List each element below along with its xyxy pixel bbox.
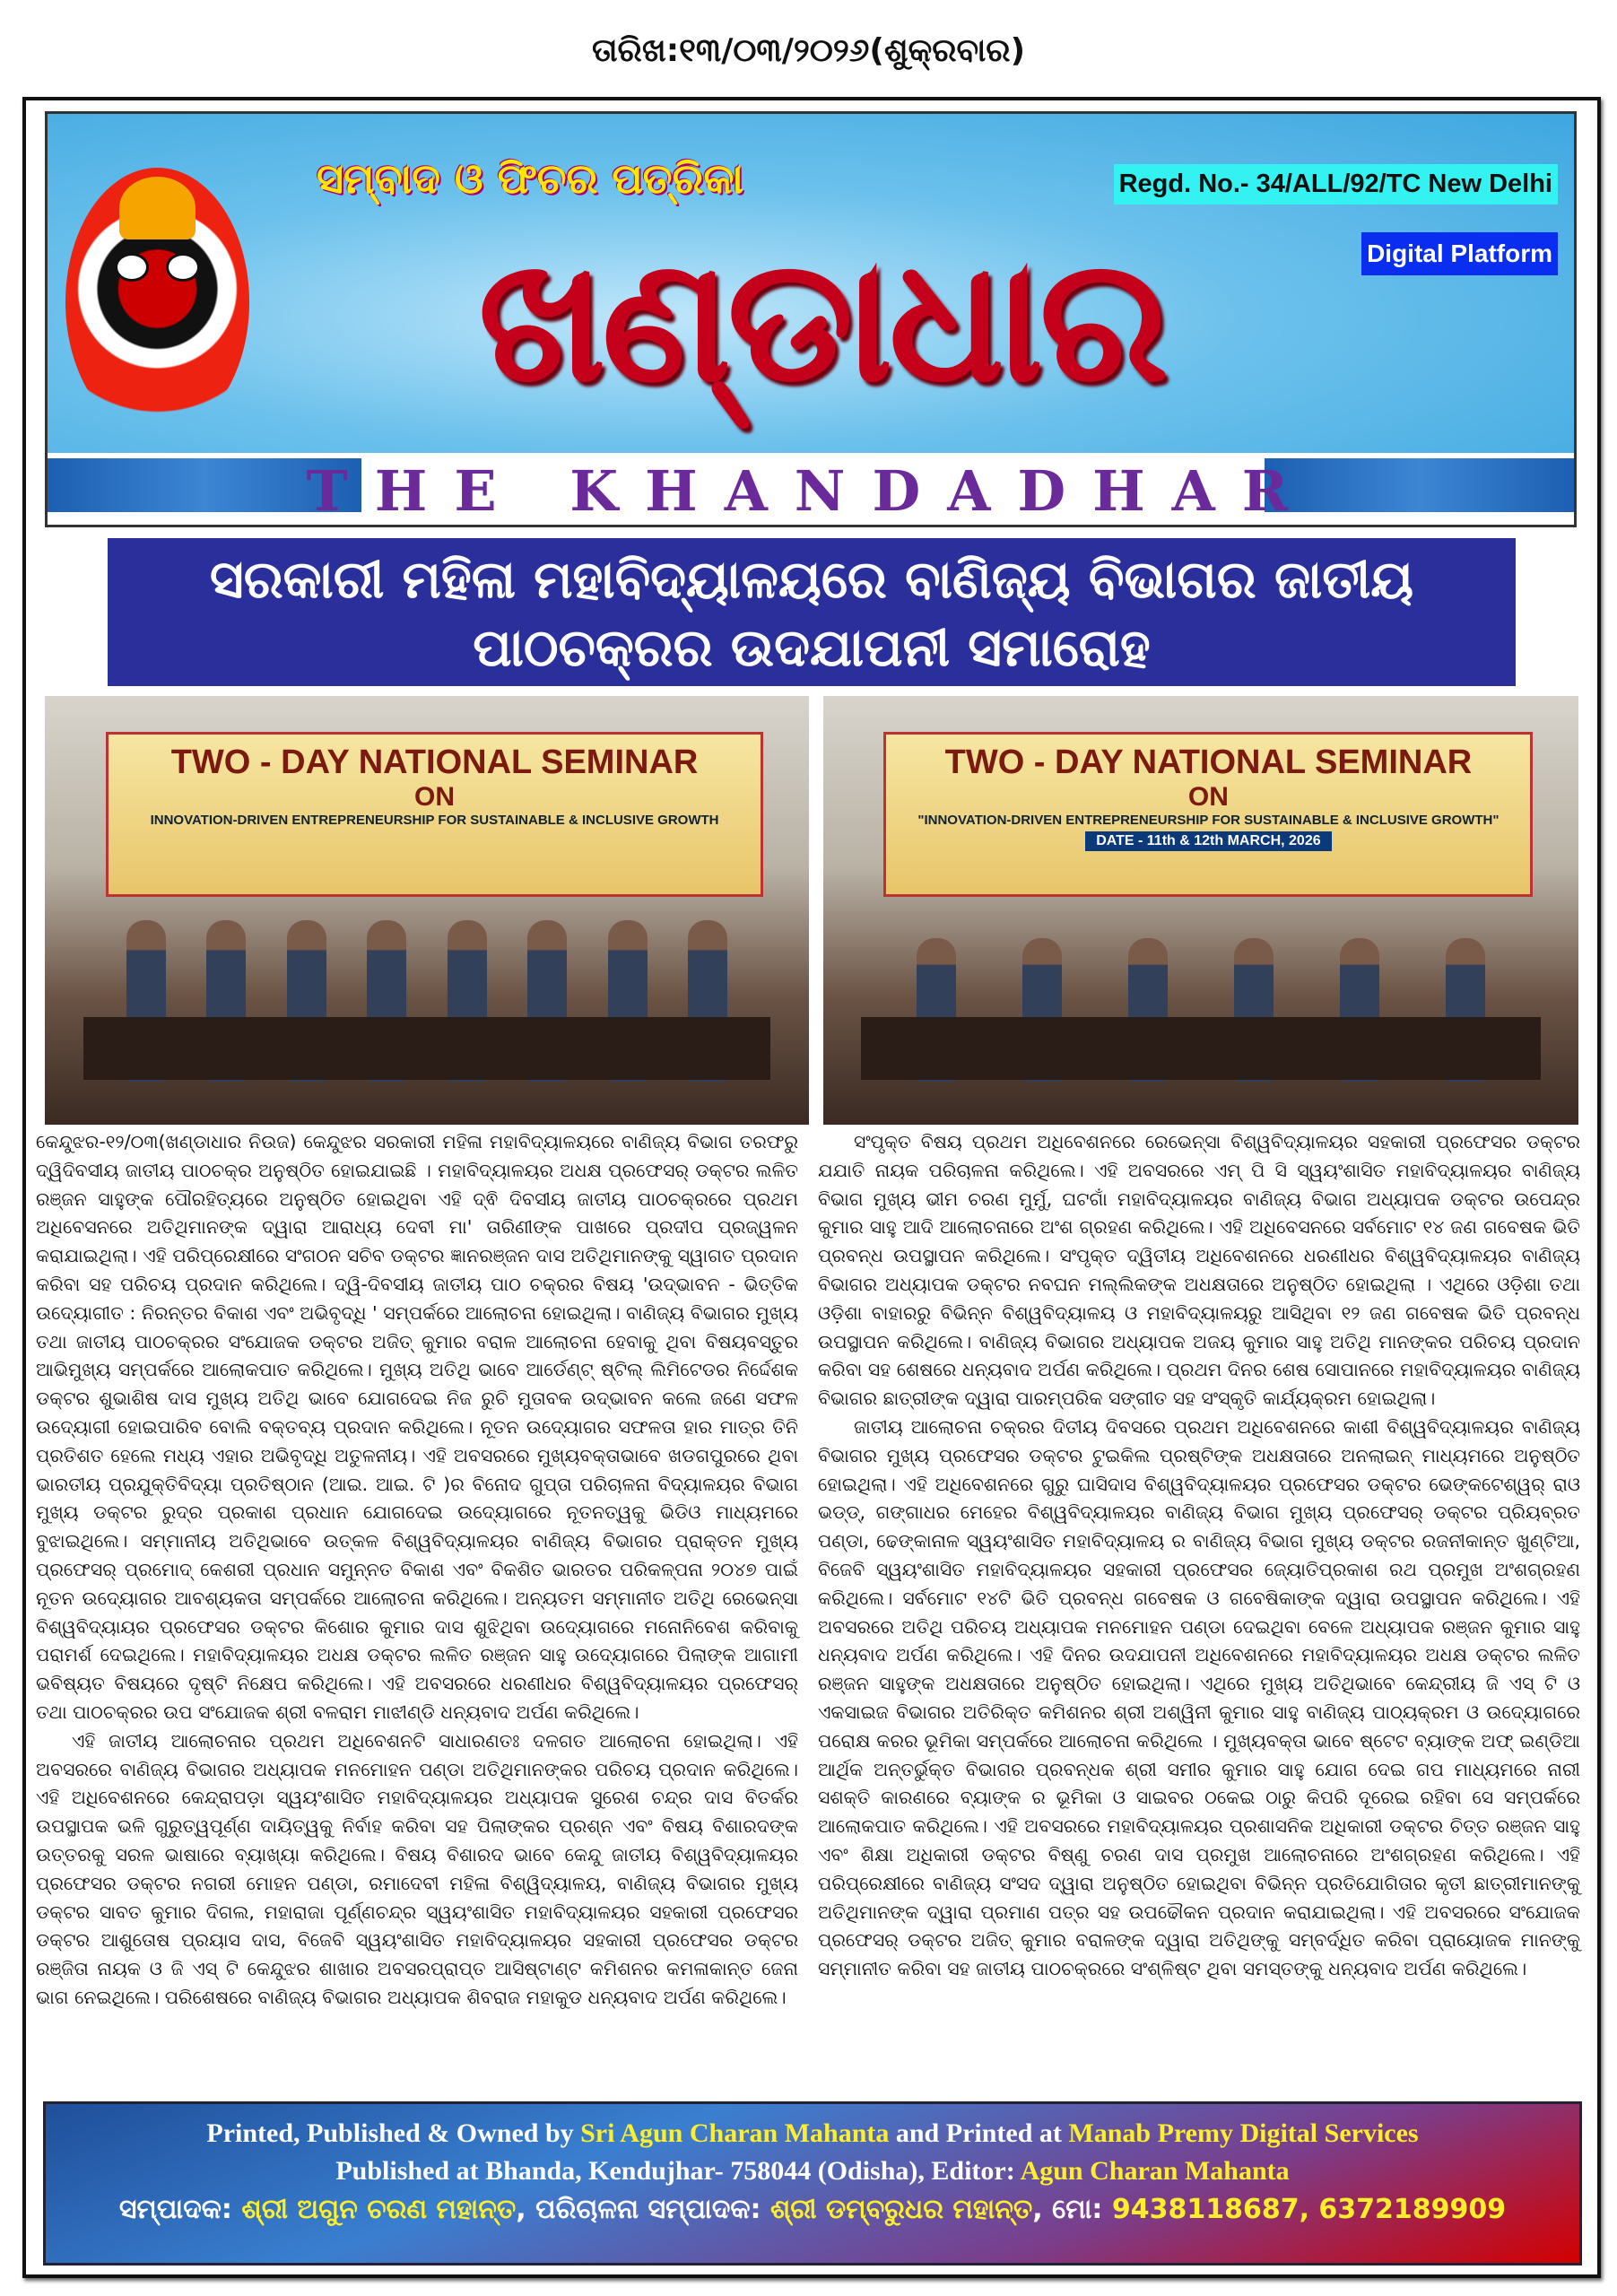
english-title-bar	[45, 453, 1577, 527]
seminar-banner: TWO - DAY NATIONAL SEMINAR ON INNOVATION-DRIVEN ENTREPRENEURSHIP FOR SUSTAINABLE & INCLUSIVE GROWTH	[106, 732, 763, 897]
masthead	[45, 111, 1577, 456]
digital-platform-badge: Digital Platform	[1361, 232, 1558, 275]
imprint-text: , ମୋ:	[1032, 2194, 1112, 2225]
imprint-text: and Printed at	[889, 2118, 1069, 2148]
managing-editor-name: ଶ୍ରୀ ଡମ୍ବରୁଧର ମହାନ୍ତ	[769, 2194, 1033, 2225]
phone-numbers: 9438118687, 6372189909	[1111, 2194, 1507, 2225]
imprint-text: Printed, Published & Owned by	[206, 2118, 581, 2148]
editor-name: Agun Charan Mahanta	[1020, 2156, 1290, 2186]
masthead-tagline: ସମ୍ବାଦ ଓ ଫିଚର ପତ୍ରିକା	[317, 154, 743, 203]
imprint-text: Published at Bhanda, Kendujhar- 758044 (Odisha), Editor:	[335, 2156, 1021, 2186]
headline-line-1: ସରକାରୀ ମହିଳା ମହାବିଦ୍ୟାଳୟରେ ବାଣିଜ୍ୟ ବିଭାଗର ଜାତୀୟ	[209, 549, 1414, 610]
registration-number: Regd. No.- 34/ALL/92/TC New Delhi	[1114, 164, 1558, 204]
seminar-banner: TWO - DAY NATIONAL SEMINAR ON "INNOVATION-DRIVEN ENTREPRENEURSHIP FOR SUSTAINABLE & INCLUSIVE GROWTH" DATE - 11th & 12th MARCH, 2026	[883, 732, 1533, 897]
photo-seminar-release	[45, 696, 809, 1125]
paragraph: ଏହି ଜାତୀୟ ଆଲୋଚନାର ପ୍ରଥମ ଅଧିବେଶନଟି ସାଧାରଣତଃ ଦଳଗତ ଆଲୋଚନା ହୋଇଥିଲା। ଏହି ଅବସରରେ ବାଣିଜ୍ୟ ବିଭାଗର ଅଧ୍ୟାପକ ମନମୋହନ ପଣ୍ଡା ଅତିଥିମାନଙ୍କର ପରିଚୟ ପ୍ରଦାନ କରିଥିଲେ। ଏହି ଅଧିବେଶନରେ କେନ୍ଦ୍ରାପଡ଼ା ସ୍ୱୟଂଶାସିତ ମହାବିଦ୍ୟାଳୟର ଅଧ୍ୟାପକ ସୁରେଶ ଚନ୍ଦ୍ର ଦାସ ବିତର୍କର ଉପସ୍ଥାପକ ଭଳି ଗୁରୁତ୍ୱପୂର୍ଣ୍ଣ ଦାୟିତ୍ୱକୁ ନିର୍ବାହ କରିବା ସହ ପିଲାଙ୍କର ପ୍ରଶ୍ନ ଏବଂ ବିଷୟ ବିଶାରଦଙ୍କ ଉତ୍ତରକୁ ସରଳ ଭାଷାରେ ବ୍ୟାଖ୍ୟା କରିଥିଲେ। ବିଷୟ ବିଶାରଦ ଭାବେ କେନ୍ଦୁ ଜାତୀୟ ବିଶ୍ୱବିଦ୍ୟାଳୟର ପ୍ରଫେସର ଡକ୍ଟର ନଗରୀ ମୋହନ ପଣ୍ଡା, ରମାଦେବୀ ମହିଳା ବିଶ୍ୱିଦ୍ୟାଳୟ, ବାଣିଜ୍ୟ ବିଭାଗର ମୁଖ୍ୟ ଡକ୍ଟର ସାବତ କୁମାର ଦିଗଲ, ମହାରାଜା ପୂର୍ଣ୍ଣଚନ୍ଦ୍ର ସ୍ୱୟଂଶାସିତ ମହାବିଦ୍ୟାଳୟର ସହକାରୀ ପ୍ରଫେସର ଡକ୍ଟର ଆଶୁତୋଷ ପ୍ରୟାସ ଦାସ, ବିଜେବି ସ୍ୱୟଂଶାସିତ ମହାବିଦ୍ୟାଳୟର ସହକାରୀ ପ୍ରଫେସର ଡକ୍ଟର ରଞ୍ଜିତା ନାୟକ ଓ ଜି ଏସ୍ ଟି କେନ୍ଦୁଝର ଶାଖାର ଅବସରପ୍ରାପ୍ତ ଆସିଷ୍ଟାଣ୍ଟ କମିଶନର କମଳାକାନ୍ତ ଜେନା ଭାଗ ନେଇଥିଲେ। ପରିଶେଷରେ ବାଣିଜ୍ୟ ବିଭାଗର ଅଧ୍ୟାପକ ଶିବରାଜ ମହାକୁଡ ଧନ୍ୟବାଦ ଅର୍ପଣ କରିଥିଲେ।	[36, 1729, 798, 2008]
photo-seminar-panel	[823, 696, 1578, 1125]
headline	[108, 538, 1516, 686]
deity-emblem-icon	[65, 168, 249, 437]
issue-date: ତାରିଖ:୧୩/୦୩/୨୦୨୬(ଶୁକ୍ରବାର)	[591, 32, 1026, 69]
editor-name-odia: ଶ୍ରୀ ଅଗୁନ ଚରଣ ମହାନ୍ତ	[241, 2194, 517, 2225]
paragraph: ସଂପୃକ୍ତ ବିଷୟ ପ୍ରଥମ ଅଧିବେଶନରେ ରେଭେନ୍ସା ବିଶ୍ୱବିଦ୍ୟାଳୟର ସହକାରୀ ପ୍ରଫେସର ଡକ୍ଟର ଯଯାତି ନାୟକ ପରିଚାଳନା କରିଥିଲେ। ଏହି ଅବସରରେ ଏମ୍ ପି ସି ସ୍ୱୟଂଶାସିତ ମହାବିଦ୍ୟାଳୟର ବାଣିଜ୍ୟ ବିଭାଗ ମୁଖ୍ୟ ଭୀମ ଚରଣ ମୁର୍ମୁ, ଘଟଗାଁ ମହାବିଦ୍ୟାଳୟର ବାଣିଜ୍ୟ ବିଭାଗ ଅଧ୍ୟାପକ ଡକ୍ଟର ଉପେନ୍ଦ୍ର କୁମାର ସାହୁ ଆଦି ଆଲୋଚନାରେ ଅଂଶ ଗ୍ରହଣ କରିଥିଲେ। ଏହି ଅଧିବେସନରେ ସର୍ବମୋଟ ୧୪ ଜଣ ଗବେଷକ ଭିତି ପ୍ରବନ୍ଧ ଉପସ୍ଥାପନ କରିଥିଲେ। ସଂପୃକ୍ତ ଦ୍ୱିତୀୟ ଅଧିବେଶନରେ ଧରଣୀଧର ବିଶ୍ୱବିଦ୍ୟାଳୟର ବାଣିଜ୍ୟ ବିଭାଗର ଅଧ୍ୟାପକ ଡକ୍ଟର ନବଘନ ମଲ୍ଲିକଙ୍କ ଅଧକ୍ଷତାରେ ଅନୁଷ୍ଠିତ ହୋଇଥିଲା । ଏଥିରେ ଓଡ଼ିଶା ତଥା ଓଡ଼ିଶା ବାହାରରୁ ବିଭିନ୍ନ ବିଶ୍ୱବିଦ୍ୟାଳୟ ଓ ମହାବିଦ୍ୟାଳୟରୁ ଆସିଥିବା ୧୨ ଜଣ ଗବେଷକ ଭିତି ପ୍ରବନ୍ଧ ଉପସ୍ଥାପନ କରିଥିଲେ। ବାଣିଜ୍ୟ ବିଭାଗର ଅଧ୍ୟାପକ ଅଜୟ କୁମାର ସାହୁ ଅତିଥି ମାନଙ୍କର ପରିଚୟ ପ୍ରଦାନ କରିବା ସହ ଶେଷରେ ଧନ୍ୟବାଦ ଅର୍ପଣ କରିଥିଲେ। ପ୍ରଥମ ଦିନର ଶେଷ ସୋପାନରେ ମହାବିଦ୍ୟାଳୟର ବାଣିଜ୍ୟ ବିଭାଗର ଛାତ୍ରୀଙ୍କ ଦ୍ୱାରା ପାରମ୍ପରିକ ସଙ୍ଗୀତ ସହ ସଂସ୍କୃତି କାର୍ଯ୍ୟକ୍ରମ ହୋଇଥିଲା।	[818, 1131, 1580, 1410]
english-title: THE KHANDADHAR	[306, 458, 1316, 524]
imprint-footer	[43, 2101, 1582, 2266]
paragraph: ଜାତୀୟ ଆଲୋଚନା ଚକ୍ରର ଦିତୀୟ ଦିବସରେ ପ୍ରଥମ ଅଧିବେଶନରେ କାଶୀ ବିଶ୍ୱବିଦ୍ୟାଳୟର ବାଣିଜ୍ୟ ବିଭାଗର ମୁଖ୍ୟ ପ୍ରଫେସର ଡକ୍ଟର ଟୁଇକିଲ ପ୍ରଷ୍ଟିଙ୍କ ଅଧକ୍ଷତାରେ ଅନଲାଇନ୍ ମାଧ୍ୟମରେ ଅନୁଷ୍ଠିତ ହୋଇଥିଲା। ଏହି ଅଧିବେଶନରେ ଗୁରୁ ଘାସିଦାସ ବିଶ୍ୱବିଦ୍ୟାଳୟର ପ୍ରଫେସର ଡକ୍ଟର ଭେଙ୍କଟେଶ୍ୱର୍ ରାଓ ଭଡ୍ଡ୍, ଗଙ୍ଗାଧର ମେହେର ବିଶ୍ୱବିଦ୍ୟାଳୟର ବାଣିଜ୍ୟ ବିଭାଗ ମୁଖ୍ୟ ପ୍ରଫେସର୍ ଡକ୍ଟର ପ୍ରିୟବ୍ରତ ପଣ୍ଡା, ଢେଙ୍କାନାଳ ସ୍ୱୟଂଶାସିତ ମହାବିଦ୍ୟାଳୟ ର ବାଣିଜ୍ୟ ବିଭାଗ ମୁଖ୍ୟ ଡକ୍ଟର ରଜନୀକାନ୍ତ ଖୁଣ୍ଟିଆ, ବିଜେବି ସ୍ୱୟଂଶାସିତ ମହାବିଦ୍ୟାଳୟର ସହକାରୀ ପ୍ରଫେସର ଜ୍ୟୋତିପ୍ରକାଶ ରଥ ପ୍ରମୁଖ ଅଂଶଗ୍ରହଣ କରିଥିଲେ। ସର୍ବମୋଟ ୧୪ଟି ଭିତି ପ୍ରବନ୍ଧ ଗବେଷକ ଓ ଗବେଷିକାଙ୍କ ଦ୍ୱାରା ଉପସ୍ଥାପନ କରିଥିଲେ। ଏହି ଅବସରରେ ଅତିଥି ପରିଚୟ ଅଧ୍ୟାପକ ମନମୋହନ ପଣ୍ଡା ଦେଇଥିବା ବେଳେ ଅଧ୍ୟାପକ ରଞ୍ଜନ କୁମାର ସାହୁ ଧନ୍ୟବାଦ ଅର୍ପଣ କରିଥିଲେ। ଏହି ଦିନର ଉଦଯାପନୀ ଅଧିବେଶନରେ ମହାବିଦ୍ୟାଳୟର ଅଧକ୍ଷ ଡକ୍ଟର ଲଳିତ ରଞ୍ଜନ ସାହୁଙ୍କ ଅଧକ୍ଷତାରେ ଅନୁଷ୍ଠିତ ହୋଇଥିଲା। ଏଥିରେ ମୁଖ୍ୟ ଅତିଥିଭାବେ କେନ୍ଦ୍ରୀୟ ଜି ଏସ୍ ଟି ଓ ଏକସାଇଜ ବିଭାଗର ଅତିରିକ୍ତ କମିଶନର ଶ୍ରୀ ଅଶ୍ୱିନୀ କୁମାର ସାହୁ ବାଣିଜ୍ୟ ପାଠ୍ୟକ୍ରମ ଓ ଉଦ୍ୟୋଗରେ ପରୋକ୍ଷ କରର ଭୂମିକା ସମ୍ପର୍କରେ ଆଲୋଚନା କରିଥିଲେ । ମୁଖ୍ୟବକ୍ତା ଭାବେ ଷ୍ଟେଟ ବ୍ୟାଙ୍କ ଅଫ୍ ଇଣ୍ଡିଆ ଆର୍ଥିକ ଅନ୍ତର୍ଭୁକ୍ତ ବିଭାଗର ପ୍ରବନ୍ଧକ ଶ୍ରୀ ସମୀର କୁମାର ସାହୁ ଯୋଗ ଦେଇ ଗପ ମାଧ୍ୟମରେ ନାରୀ ସଶକ୍ତି କାରଣରେ ବ୍ୟାଙ୍କ ର ଭୂମିକା ଓ ସାଇବର ଠକେଇ ଠାରୁ କିପରି ଦୂରେଇ ରହିବା ସେ ସମ୍ପର୍କରେ ଆଲୋକପାତ କରିଥିଲେ। ଏହି ଅବସରରେ ମହାବିଦ୍ୟାଳୟର ପ୍ରଶାସନିକ ଅଧିକାରୀ ଡକ୍ଟର ଚିତ୍ତ ରଞ୍ଜନ ସାହୁ ଏବଂ ଶିକ୍ଷା ଅଧିକାରୀ ଡକ୍ଟର ବିଷ୍ଣୁ ଚରଣ ଦାସ ପ୍ରମୁଖ ଆଲୋଚନାରେ ଅଂଶଗ୍ରହଣ କରିଥିଲେ। ଏହି ପରିପ୍ରେକ୍ଷୀରେ ବାଣିଜ୍ୟ ସଂସଦ ଦ୍ୱାରା ଅନୁଷ୍ଠିତ ହୋଇଥିବା ବିଭିନ୍ନ ପ୍ରତିଯୋଗିତାର କୃତୀ ଛାତ୍ରୀମାନଙ୍କୁ ଅତିଥିମାନଙ୍କ ଦ୍ୱାରା ପ୍ରମାଣ ପତ୍ର ସହ ଉପଢୌକନ ପ୍ରଦାନ କରାଯାଇଥିଲା। ଏହି ଅବସରରେ ସଂଯୋଜକ ପ୍ରଫେସର୍ ଡକ୍ଟର ଅଜିତ୍ କୁମାର ବରାଳଙ୍କ ଦ୍ୱାରା ଅତିଥିଙ୍କୁ ସମ୍ବର୍ଦ୍ଧିତ କରିବା ପ୍ରାୟୋଜକ ମାନଙ୍କୁ ସମ୍ମାନୀତ କରିବା ସହ ଜାତୀୟ ପାଠଚକ୍ରରେ ସଂଶ୍ଳିଷ୍ଟ ଥିବା ସମସ୍ତଙ୍କୁ ଧନ୍ୟବାଦ ଅର୍ପଣ କରିଥିଲେ।	[818, 1415, 1580, 1980]
article-column-left	[36, 1128, 798, 2013]
headline-line-2: ପାଠଚକ୍ରର ଉଦଯାପନୀ ସମାରୋହ	[473, 617, 1151, 678]
imprint-text: ସମ୍ପାଦକ:	[118, 2194, 242, 2225]
printer-name: Manab Premy Digital Services	[1068, 2118, 1419, 2148]
publisher-name: Sri Agun Charan Mahanta	[580, 2118, 890, 2148]
imprint-text: , ପରିଚାଳନା ସମ୍ପାଦକ:	[516, 2194, 770, 2225]
paragraph: କେନ୍ଦୁଝର-୧୨/୦୩(ଖଣ୍ଡାଧାର ନିଉଜ) କେନ୍ଦୁଝର ସରକାରୀ ମହିଳା ମହାବିଦ୍ୟାଳୟରେ ବାଣିଜ୍ୟ ବିଭାଗ ତରଫରୁ ଦ୍ୱିଦିବସୀୟ ଜାତୀୟ ପାଠଚକ୍ର ଅନୁଷ୍ଠିତ ହୋଇଯାଇଛି । ମହାବିଦ୍ୟାଳୟର ଅଧକ୍ଷ ପ୍ରଫେସର୍ ଡକ୍ଟର ଲଳିତ ରଞ୍ଜନ ସାହୁଙ୍କ ପୌରହିତ୍ୟରେ ଅନୁଷ୍ଠିତ ହୋଇଥିବା ଏହି ଦ୍ଵି ଦିବସୀୟ ଜାତୀୟ ପାଠଚକ୍ରରେ ପ୍ରଥମ ଅଧିବେସନରେ ଅତିଥିମାନଙ୍କ ଦ୍ୱାରା ଆରାଧ୍ୟ ଦେବୀ ମା' ତାରିଣୀଙ୍କ ପାଖରେ ପ୍ରଦୀପ ପ୍ରଜ୍ୱଳନ କରାଯାଇଥିଲା। ଏହି ପରିପ୍ରେକ୍ଷୀରେ ସଂଗଠନ ସଚିବ ଡକ୍ଟର ଜ୍ଞାନରଞ୍ଜନ ଦାସ ଅତିଥିମାନଙ୍କୁ ସ୍ୱାଗତ ପ୍ରଦାନ କରିବା ସହ ପରିଚୟ ପ୍ରଦାନ କରିଥିଲେ। ଦ୍ୱି-ଦିବସୀୟ ଜାତୀୟ ପାଠ ଚକ୍ରର ବିଷୟ 'ଉଦ୍ଭାବନ - ଭିତ୍ତିକ ଉଦ୍ୟୋଗୀତ : ନିରନ୍ତର ବିକାଶ ଏବଂ ଅଭିବୃଦ୍ଧି ' ସମ୍ପର୍କରେ ଆଲୋଚନା ହୋଇଥିଲା। ବାଣିଜ୍ୟ ବିଭାଗର ମୁଖ୍ୟ ତଥା ଜାତୀୟ ପାଠଚକ୍ରର ସଂଯୋଜକ ଡକ୍ଟର ଅଜିତ୍ କୁମାର ବରାଳ ଆଲୋଚନା ହେବାକୁ ଥିବା ବିଷୟବସ୍ତୁର ଆଭିମୁଖ୍ୟ ସମ୍ପର୍କରେ ଆଲୋକପାତ କରିଥିଲେ। ମୁଖ୍ୟ ଅତିଥି ଭାବେ ଆର୍ଡେଣ୍ଟ୍ ଷ୍ଟିଲ୍ ଲିମିଟେଡର ନିର୍ଦ୍ଦେଶକ ଡକ୍ଟର ଶୁଭାଶିଷ ଦାସ ମୁଖ୍ୟ ଅତିଥି ଭାବେ ଯୋଗଦେଇ ନିଜ ରୁଚି ମୁତାବକ ଉଦ୍ଭାବନ କଲେ ଜଣେ ସଫଳ ଉଦ୍ୟୋଗୀ ହୋଇପାରିବ ବୋଲି ବକ୍ତବ୍ୟ ପ୍ରଦାନ କରିଥିଲେ। ନୂତନ ଉଦ୍ୟୋଗର ସଫଳତା ହାର ମାତ୍ର ତିନି ପ୍ରତିଶତ ହେଲେ ମଧ୍ୟ ଏହାର ଅଭିବୃଦ୍ଧି ଅତୁଳନୀୟ। ଏହି ଅବସରରେ ମୁଖ୍ୟବକ୍ତାଭାବେ ଖଡଗପୁରରେ ଥିବା ଭାରତୀୟ ପ୍ରଯୁକ୍ତିବିଦ୍ୟା ପ୍ରତିଷ୍ଠାନ (ଆଇ. ଆଇ. ଟି )ର ବିନୋଦ ଗୁପ୍ତା ପରିଚାଳନା ବିଦ୍ୟାଳୟର ବିଭାଗ ମୁଖ୍ୟ ଡକ୍ଟର ରୁଦ୍ର ପ୍ରକାଶ ପ୍ରଧାନ ଯୋଗଦେଇ ଉଦ୍ୟୋଗରେ ନୂତନତ୍ୱକୁ ଭିଡିଓ ମାଧ୍ୟମରେ ବୁଝାଇଥିଲେ। ସମ୍ମାନୀୟ ଅତିଥିଭାବେ ଉତ୍କଳ ବିଶ୍ୱବିଦ୍ୟାଳୟର ବାଣିଜ୍ୟ ବିଭାଗର ପ୍ରାକ୍ତନ ମୁଖ୍ୟ ପ୍ରଫେସର୍ ପ୍ରମୋଦ୍ କେଶରୀ ପ୍ରଧାନ ସମୁନ୍ନତ ବିକାଶ ଏବଂ ବିକଶିତ ଭାରତର ପରିକଳ୍ପନା ୨୦୪୭ ପାଇଁ ନୂତନ ଉଦ୍ୟୋଗର ଆବଶ୍ୟକତା ସମ୍ପର୍କରେ ଆଲୋଚନା କରିଥିଲେ। ଅନ୍ୟତମ ସମ୍ମାନୀତ ଅତିଥି ରେଭେନ୍ସା ବିଶ୍ୱବିଦ୍ୟାୟର ପ୍ରଫେସର ଡକ୍ଟର କିଶୋର କୁମାର ଦାସ ଶୁଝିଥିବା ଉଦ୍ୟୋଗରେ ମନୋନିବେଶ କରିବାକୁ ପରାମର୍ଶ ଦେଇଥିଲେ। ମହାବିଦ୍ୟାଳୟର ଅଧକ୍ଷ ଡକ୍ଟର ଲଳିତ ରଞ୍ଜନ ସାହୁ ଉଦ୍ୟୋଗରେ ପିଲାଙ୍କ ଆଗାମୀ ଭବିଷ୍ୟତ ବିଷୟରେ ଦୃଷ୍ଟି ନିକ୍ଷେପ କରିଥିଲେ। ଏହି ଅବସରରେ ଧରଣୀଧର ବିଶ୍ୱବିଦ୍ୟାଳୟର ପ୍ରଫେସର୍ ତଥା ପାଠଚକ୍ରର ଉପ ସଂଯୋଜକ ଶ୍ରୀ ବଳରାମ ମାଝୀଣ୍ଡି ଧନ୍ୟବାଦ ଅର୍ପଣ କରିଥିଲେ।	[36, 1131, 798, 1723]
article-column-right	[818, 1128, 1580, 1984]
newspaper-logo: ଖଣ୍ଡାଧାର	[478, 222, 1165, 420]
